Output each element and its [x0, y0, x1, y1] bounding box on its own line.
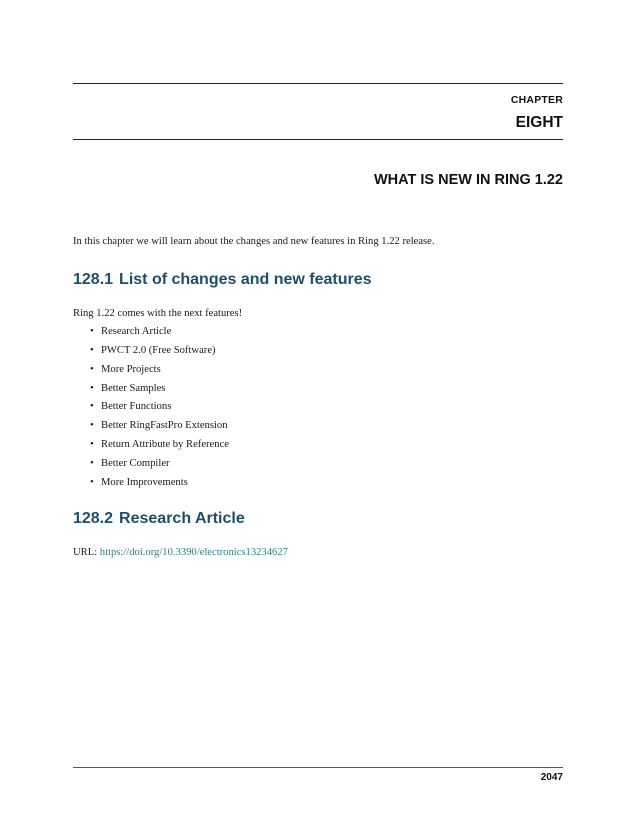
page-number: 2047 [540, 772, 563, 783]
list-item: • Better Compiler [90, 456, 229, 475]
bullet-icon: • [90, 420, 94, 432]
section-heading-changes [73, 271, 372, 289]
list-item: • Return Attribute by Reference [90, 437, 229, 456]
list-item: • Better Samples [90, 381, 229, 400]
section-lead-paragraph: Ring 1.22 comes with the next features! [73, 308, 243, 319]
section-number: 128.2 [73, 510, 114, 527]
bullet-icon: • [90, 326, 94, 337]
intro-paragraph: In this chapter we will learn about the changes and new features in Ring 1.22 release. [73, 236, 435, 247]
bullet-icon: • [90, 363, 94, 375]
bullet-icon: • [90, 457, 94, 469]
bullet-icon: • [90, 476, 94, 488]
bullet-icon: • [90, 439, 94, 451]
footer-rule [73, 767, 563, 768]
section-heading-research-article [73, 510, 245, 528]
list-item: • More Projects [90, 362, 229, 381]
research-article-link[interactable]: https://doi.org/10.3390/electronics13234627 [99, 547, 288, 558]
chapter-label: CHAPTER [510, 94, 563, 106]
chapter-number: EIGHT [515, 114, 563, 131]
url-label: URL: [73, 547, 98, 558]
section-title: Research Article [119, 510, 245, 527]
list-item: • Better Functions [90, 399, 229, 418]
list-item: • Better RingFastPro Extension [90, 418, 229, 437]
chapter-top-rule [73, 83, 563, 84]
list-item: • More Improvements [90, 475, 229, 494]
bullet-icon: • [90, 401, 94, 413]
bullet-icon: • [90, 382, 94, 394]
bullet-icon: • [90, 344, 94, 356]
url-line [73, 546, 288, 560]
chapter-title: WHAT IS NEW IN RING 1.22 [373, 172, 563, 188]
chapter-bottom-rule [73, 139, 563, 140]
section-title: List of changes and new features [119, 271, 372, 288]
list-item: • PWCT 2.0 (Free Software) [90, 343, 229, 362]
section-number: 128.1 [73, 271, 114, 288]
feature-list [90, 324, 229, 494]
list-item: • Research Article [90, 324, 229, 343]
